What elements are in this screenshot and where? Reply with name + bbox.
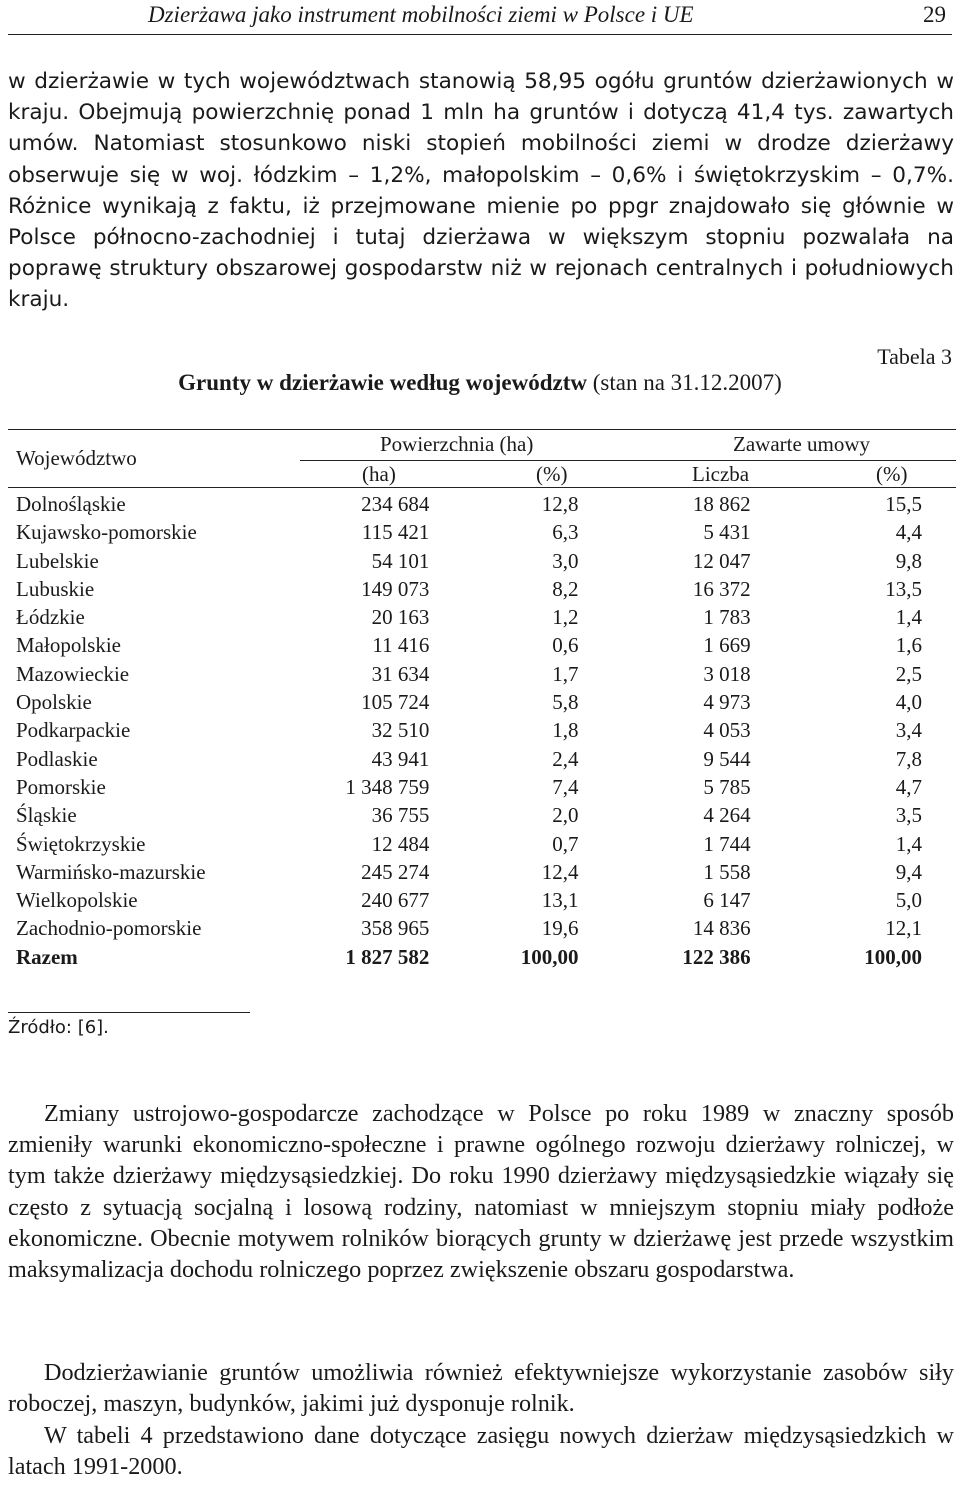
table-top-rule (8, 429, 956, 430)
data-table (8, 490, 956, 971)
cell-region: Kujawsko-pomorskie (16, 520, 197, 545)
paragraph-2: Zmiany ustrojowo-gospodarcze zachodzące w Polsce po roku 1989 w znaczny sposób zmieniły warunki ekonomiczno-społeczne i prawne ogólnego rozwoju dzierżawy rolniczej, w tym także dzierżawy międzysąsiedzkiej. Do roku 1990 dzierżawy międzysąsiedzkie wiązały się często z sytuacją socjalną i losową rodziny, natomiast w mniejszym stopniu miały podłoże ekonomiczne. Obecnie motywem rolników biorących grunty w dzierżawę jest przede wszystkim maksymalizacja dochodu rolniczego poprzez zwiększenie obszaru gospodarstwa. (8, 1100, 954, 1284)
cell-region: Razem (16, 944, 78, 969)
cell-area-ha: 11 416 (372, 633, 430, 658)
cell-region: Małopolskie (16, 633, 121, 658)
table-row (8, 716, 956, 744)
cell-region: Łódzkie (16, 605, 85, 630)
table-row (8, 547, 956, 575)
table-total-row (8, 943, 956, 971)
cell-area-pct: 8,2 (552, 576, 579, 601)
cell-area-ha: 240 677 (361, 888, 430, 913)
header-area-pct: (%) (536, 462, 568, 486)
header-area-group: Powierzchnia (ha) (380, 432, 534, 456)
header-region: Województwo (16, 446, 137, 470)
table-subheader-rule (300, 460, 956, 461)
cell-contracts: 18 862 (692, 492, 751, 516)
cell-region: Dolnośląskie (16, 492, 126, 516)
cell-contracts: 9 544 (703, 746, 751, 771)
cell-area-ha: 36 755 (371, 803, 430, 828)
cell-area-ha: 12 484 (371, 831, 430, 856)
cell-contracts: 3 018 (703, 661, 751, 686)
paragraph-1: w dzierżawie w tych województwach stanowią 58,95 ogółu gruntów dzierżawionych w kraju. Obejmują powierzchnię ponad 1 mln ha gruntów i dotyczą 41,4 tys. zawartych umów. Natomiast stosunkowo niski stopień mobilności ziemi w drodze dzierżawy obserwuje się w woj. łódzkim – 1,2%, małopolskim – 0,6% i świętokrzyskim – 0,7%. Różnice wynikają z faktu, iż przejmowane mienie po ppgr znajdowało się głównie w Polsce północno-zachodniej i tutaj dzierżawa w większym stopniu pozwalała na poprawę struktury obszarowej gospodarstw niż w rejonach centralnych i południowych kraju. (8, 69, 954, 313)
cell-area-ha: 20 163 (371, 605, 430, 630)
table-row (8, 914, 956, 942)
cell-contracts-pct: 5,0 (895, 888, 922, 913)
table-row (8, 745, 956, 773)
table-row (8, 688, 956, 716)
header-area-ha: (ha) (362, 462, 396, 486)
cell-contracts: 16 372 (692, 576, 751, 601)
table-caption-bold: Grunty w dzierżawie według województw (178, 370, 587, 395)
cell-area-ha: 358 965 (361, 916, 430, 941)
table-row (8, 830, 956, 858)
cell-area-ha: 105 724 (361, 690, 430, 715)
cell-area-pct: 6,3 (552, 520, 579, 545)
cell-contracts: 1 558 (703, 859, 751, 884)
cell-area-pct: 1,2 (552, 605, 579, 630)
table-row (8, 490, 956, 518)
cell-area-pct: 2,4 (552, 746, 579, 771)
cell-area-ha: 31 634 (371, 661, 430, 686)
header-count: Liczba (692, 462, 750, 486)
cell-area-pct: 19,6 (541, 916, 579, 941)
table-header-rule (8, 487, 956, 488)
table-row (8, 773, 956, 801)
table-row (8, 886, 956, 914)
table-label: Tabela 3 (877, 344, 952, 369)
cell-contracts-pct: 2,5 (895, 661, 922, 686)
cell-contracts-pct: 3,5 (895, 803, 922, 828)
cell-area-pct: 0,7 (552, 831, 579, 856)
cell-area-ha: 43 941 (371, 746, 430, 771)
cell-contracts: 14 836 (692, 916, 751, 941)
header-contracts-group: Zawarte umowy (733, 432, 871, 456)
cell-area-pct: 3,0 (552, 548, 579, 573)
table-caption-date: (stan na 31.12.2007) (587, 370, 782, 395)
cell-contracts-pct: 1,4 (895, 831, 922, 856)
cell-area-ha: 1 827 582 (345, 944, 430, 969)
cell-contracts: 1 783 (703, 605, 751, 630)
cell-contracts-pct: 100,00 (864, 944, 922, 969)
cell-contracts-pct: 13,5 (885, 576, 922, 601)
cell-area-pct: 1,7 (552, 661, 579, 686)
cell-region: Podlaskie (16, 746, 98, 771)
cell-area-ha: 245 274 (361, 859, 430, 884)
cell-area-ha: 54 101 (371, 548, 430, 573)
paragraph-4: W tabeli 4 przedstawiono dane dotyczące zasięgu nowych dzierżaw międzysąsiedzkich w latach 1991-2000. (8, 1422, 954, 1481)
cell-contracts: 12 047 (692, 548, 751, 573)
table-row (8, 603, 956, 631)
cell-region: Świętokrzyskie (16, 831, 146, 856)
running-header (8, 0, 952, 35)
cell-area-pct: 7,4 (552, 774, 579, 799)
cell-area-pct: 5,8 (552, 690, 579, 715)
cell-area-pct: 12,8 (541, 492, 579, 516)
cell-region: Podkarpackie (16, 718, 131, 743)
cell-contracts-pct: 3,4 (895, 718, 922, 743)
cell-region: Lubuskie (16, 576, 95, 601)
cell-region: Warmińsko-mazurskie (16, 859, 206, 884)
cell-contracts-pct: 15,5 (885, 492, 922, 516)
cell-contracts-pct: 1,6 (895, 633, 922, 658)
cell-region: Wielkopolskie (16, 888, 138, 913)
running-title: Dzierżawa jako instrument mobilności ziemi w Polsce i UE (148, 2, 694, 27)
cell-contracts-pct: 7,8 (895, 746, 922, 771)
cell-contracts-pct: 12,1 (885, 916, 922, 941)
cell-area-pct: 1,8 (552, 718, 579, 743)
cell-area-pct: 2,0 (552, 803, 579, 828)
cell-area-ha: 115 421 (361, 520, 430, 545)
cell-area-ha: 1 348 759 (345, 774, 430, 799)
table-row (8, 801, 956, 829)
cell-area-pct: 100,00 (520, 944, 579, 969)
table-source: Źródło: [6]. (8, 1017, 109, 1038)
cell-region: Opolskie (16, 690, 92, 715)
cell-area-ha: 149 073 (361, 576, 430, 601)
page-number: 29 (923, 2, 946, 27)
cell-region: Śląskie (16, 803, 77, 828)
cell-contracts: 122 386 (682, 944, 751, 969)
table-row (8, 575, 956, 603)
cell-region: Mazowieckie (16, 661, 130, 686)
cell-contracts: 1 669 (703, 633, 751, 658)
table-row (8, 631, 956, 659)
cell-contracts-pct: 9,8 (895, 548, 922, 573)
cell-contracts: 4 973 (703, 690, 751, 715)
cell-contracts-pct: 4,4 (895, 520, 922, 545)
table-row (8, 660, 956, 688)
cell-contracts: 6 147 (703, 888, 751, 913)
cell-contracts: 5 785 (703, 774, 751, 799)
table-caption (0, 370, 960, 396)
source-rule (8, 1012, 250, 1013)
table-row (8, 518, 956, 546)
cell-area-pct: 0,6 (552, 633, 579, 658)
header-count-pct: (%) (876, 462, 908, 486)
cell-contracts: 4 264 (703, 803, 751, 828)
cell-region: Zachodnio-pomorskie (16, 916, 202, 941)
table-row (8, 858, 956, 886)
cell-region: Lubelskie (16, 548, 99, 573)
cell-contracts: 4 053 (703, 718, 751, 743)
cell-area-pct: 12,4 (541, 859, 579, 884)
cell-contracts-pct: 1,4 (895, 605, 922, 630)
cell-area-ha: 234 684 (361, 492, 430, 516)
cell-region: Pomorskie (16, 774, 106, 799)
cell-contracts: 1 744 (703, 831, 751, 856)
cell-area-pct: 13,1 (541, 888, 579, 913)
cell-area-ha: 32 510 (371, 718, 430, 743)
cell-contracts-pct: 4,0 (895, 690, 922, 715)
cell-contracts-pct: 9,4 (895, 859, 922, 884)
cell-contracts: 5 431 (703, 520, 751, 545)
cell-contracts-pct: 4,7 (895, 774, 922, 799)
paragraph-3: Dodzierżawianie gruntów umożliwia również efektywniejsze wykorzystanie zasobów siły roboczej, maszyn, budynków, jakimi już dysponuje rolnik. (8, 1359, 954, 1418)
